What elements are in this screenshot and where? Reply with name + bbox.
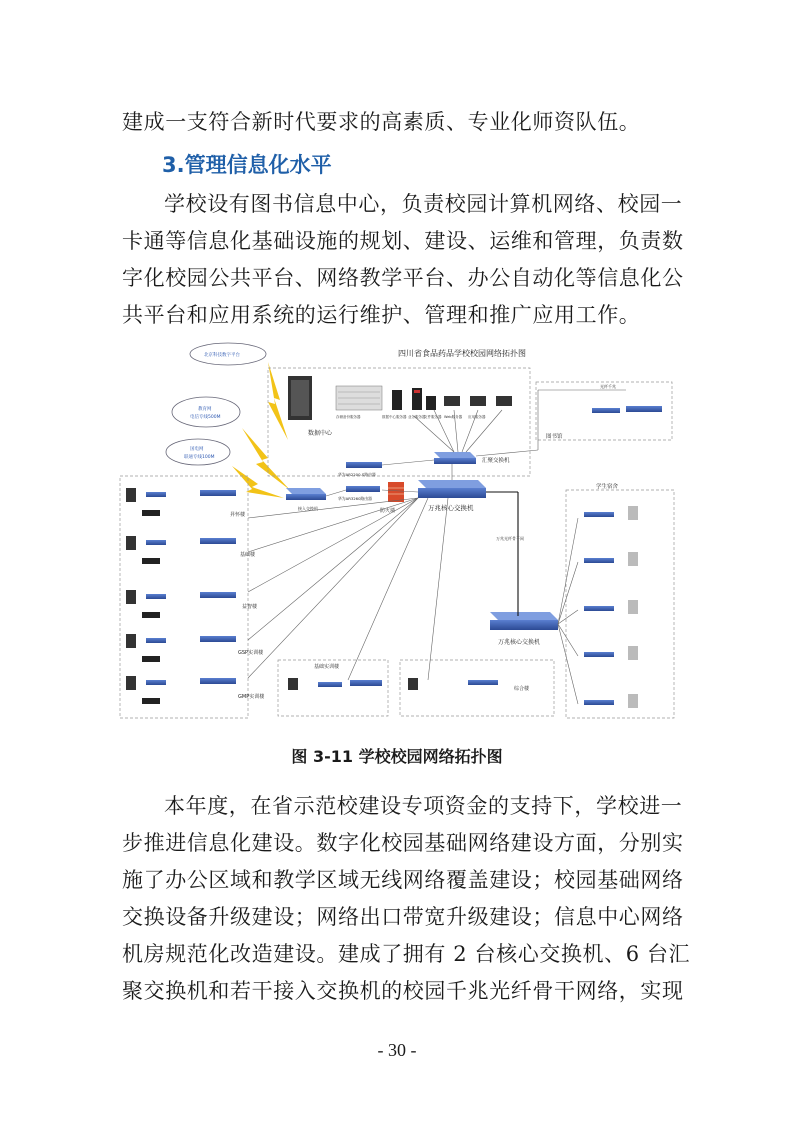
building-label: 基础实训楼 [314,664,340,670]
building-row [126,634,236,662]
router-label: 华为AR3260路由器 [338,496,372,501]
server-label: 存储备份服务器 [336,415,361,419]
link-label: 光纤千兆 [600,384,616,389]
building-label: GSP实训楼 [238,650,264,656]
server-label: 数据中心服务器 [382,415,407,419]
text-line: 交换设备升级建设；网络出口带宽升级建设；信息中心网络 [122,905,684,929]
building-row [126,488,236,516]
server-icon [392,390,402,410]
paragraph-construction [122,788,691,1010]
cloud-icon [166,439,230,465]
section-heading: 3.管理信息化水平 [162,153,332,177]
switch-icon [592,406,662,413]
text-line: 聚交换机和若干接入交换机的校园千兆光纤骨干网络，实现 [122,979,684,1003]
text-line: 字化校园公共平台、网络教学平台、办公自动化等信息化公 [122,266,684,290]
building-row [126,536,236,564]
lightning-icon [232,466,284,498]
dorm-label: 学生宿舍 [596,484,619,490]
building-label: GMP实训楼 [238,694,265,700]
core-switch-icon [418,480,486,498]
page-number: - 30 - [377,1040,417,1060]
text-line: 本年度，在省示范校建设专项资金的支持下，学校进一 [164,794,683,818]
library-label: 图书馆 [546,434,563,440]
building-row [126,590,236,618]
server-icon [470,396,486,406]
figure-caption: 图 3-11 学校校园网络拓扑图 [291,747,503,766]
data-center-label: 数据中心 [308,430,333,437]
text-line: 施了办公区域和教学区域无线网络覆盖建设；校园基础网络 [122,868,684,892]
lightning-icon [268,362,288,440]
router-label: 华为AR2200-S路由器 [338,472,376,477]
firewall-label: 防火墙 [380,508,396,514]
server-label: 业务服务器 [408,415,426,419]
text-line: 学校设有图书信息中心，负责校园计算机网络、校园一 [164,192,683,216]
core-switch-2-label: 万兆核心交换机 [498,639,541,646]
core-switch-label: 万兆核心交换机 [428,504,474,512]
server-label: Web服务器 [444,415,463,419]
switch-icon [434,452,476,464]
cloud-label: 教育网 [198,407,212,412]
server-label: 应用服务器 [468,415,486,419]
firewall-icon [388,482,404,502]
agg-switch-label: 汇聚交换机 [482,458,510,464]
cloud-label: 国电网 [190,447,204,452]
dorm-row [584,694,638,708]
building-label: 益智楼 [242,604,258,610]
building-label: 基础楼 [240,552,256,558]
building-row [288,678,382,690]
dorm-row [584,600,638,614]
building-row [126,676,236,704]
storage-array-icon [336,386,382,410]
server-rack-icon [288,376,312,420]
network-topology-figure [118,340,676,720]
server-icon [444,396,460,406]
paragraph-info-center [122,186,684,334]
text-line: 步推进信息化建设。数字化校园基础网络建设方面，分别实 [122,831,684,855]
router-icon [346,486,380,492]
server-icon [496,396,512,406]
building-label: 昇怀楼 [230,512,246,518]
cloud-icon [172,397,240,427]
text-line: 机房规范化改造建设。建成了拥有 2 台核心交换机、6 台汇 [122,942,691,966]
diagram-title: 四川省食品药品学校校园网络拓扑图 [398,349,526,358]
topology-diagram [118,340,676,720]
cloud-label: 联通专线100M [184,455,215,460]
text-line: 共平台和应用系统的运行维护、管理和推广应用工作。 [122,303,641,327]
building-row [408,678,498,690]
dorm-row [584,506,638,520]
dorm-row [584,552,638,566]
cloud-label: 北京科技数字平台 [204,353,240,358]
core-switch-icon [490,612,558,630]
server-icon [426,396,436,410]
cloud-icon [190,343,266,365]
switch-label: 接入交换机 [298,506,318,511]
server-icon [412,388,422,410]
building-label: 综合楼 [514,686,530,692]
router-icon [346,462,382,468]
paragraph-intro [122,104,678,141]
dorm-row [584,646,638,660]
cloud-label: 电信专线500M [190,415,221,420]
link-label: 万兆光纤骨干网 [496,536,524,541]
text-line: 建成一支符合新时代要求的高素质、专业化师资队伍。 [122,110,641,134]
switch-icon [286,488,326,500]
server-label: 文件服务器 [424,415,442,419]
text-line: 卡通等信息化基础设施的规划、建设、运维和管理，负责数 [122,229,684,253]
